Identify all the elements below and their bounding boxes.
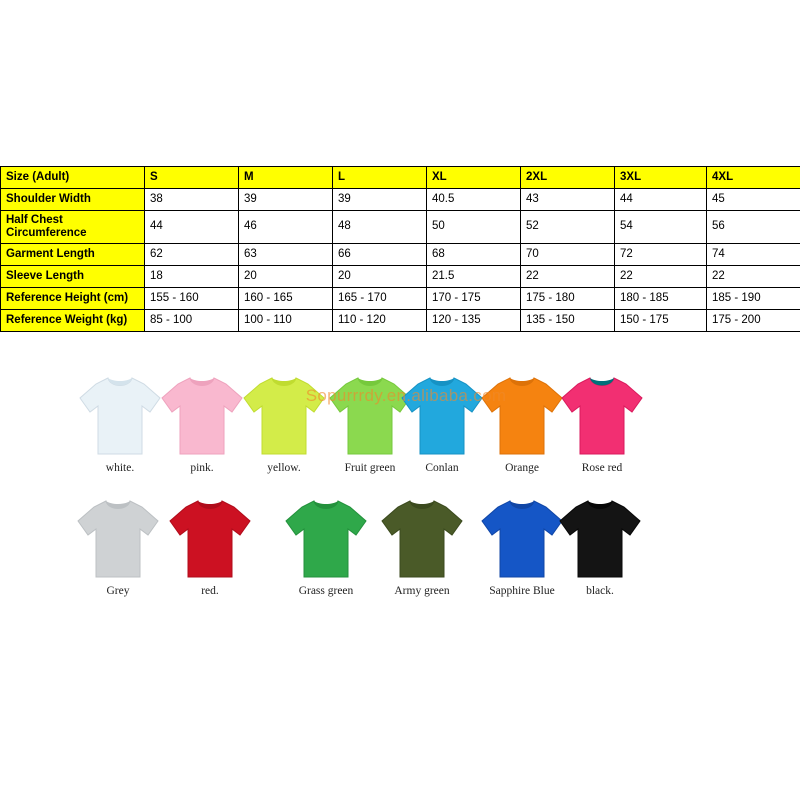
cell-garment-length-s: 62 bbox=[145, 243, 239, 265]
cell-reference-weight-3xl: 150 - 175 bbox=[615, 309, 707, 331]
cell-shoulder-width-2xl: 43 bbox=[521, 189, 615, 211]
row-label-sleeve-length: Sleeve Length bbox=[1, 265, 145, 287]
column-header-size: Size (Adult) bbox=[1, 167, 145, 189]
table-body bbox=[1, 189, 800, 332]
swatch-label: white. bbox=[105, 462, 135, 474]
swatch-label: Grass green bbox=[298, 585, 354, 597]
row-label-half-chest-circumference: Half Chest Circumference bbox=[1, 211, 145, 244]
cell-half-chest-4xl: 56 bbox=[707, 211, 800, 244]
table-row bbox=[1, 309, 800, 331]
row-label-reference-weight: Reference Weight (kg) bbox=[1, 309, 145, 331]
column-header-3xl: 3XL bbox=[615, 167, 707, 189]
cell-half-chest-3xl: 54 bbox=[615, 211, 707, 244]
cell-reference-weight-xl: 120 - 135 bbox=[427, 309, 521, 331]
swatch-label: Rose red bbox=[581, 462, 623, 474]
table-header bbox=[1, 167, 800, 189]
cell-reference-weight-2xl: 135 - 150 bbox=[521, 309, 615, 331]
cell-half-chest-s: 44 bbox=[145, 211, 239, 244]
color-row-top bbox=[0, 372, 800, 495]
cell-reference-weight-l: 110 - 120 bbox=[333, 309, 427, 331]
tshirt-icon bbox=[556, 372, 648, 460]
cell-sleeve-length-2xl: 22 bbox=[521, 265, 615, 287]
table-row bbox=[1, 243, 800, 265]
tshirt-icon bbox=[72, 495, 164, 583]
swatch-black[interactable] bbox=[548, 495, 652, 597]
cell-garment-length-xl: 68 bbox=[427, 243, 521, 265]
cell-shoulder-width-m: 39 bbox=[239, 189, 333, 211]
cell-sleeve-length-m: 20 bbox=[239, 265, 333, 287]
cell-garment-length-l: 66 bbox=[333, 243, 427, 265]
cell-reference-height-2xl: 175 - 180 bbox=[521, 287, 615, 309]
swatch-army-green[interactable] bbox=[370, 495, 474, 597]
color-swatch-gallery bbox=[0, 372, 800, 622]
swatch-label: black. bbox=[586, 585, 614, 597]
table-row bbox=[1, 189, 800, 211]
cell-shoulder-width-s: 38 bbox=[145, 189, 239, 211]
cell-shoulder-width-xl: 40.5 bbox=[427, 189, 521, 211]
watermark-text: Sopurrrdy.en.alibaba.com bbox=[305, 386, 507, 405]
color-row-bottom bbox=[0, 495, 800, 620]
table-header-row bbox=[1, 167, 800, 189]
cell-shoulder-width-3xl: 44 bbox=[615, 189, 707, 211]
cell-garment-length-2xl: 70 bbox=[521, 243, 615, 265]
column-header-xl: XL bbox=[427, 167, 521, 189]
swatch-label: Conlan bbox=[425, 462, 459, 474]
row-label-reference-height: Reference Height (cm) bbox=[1, 287, 145, 309]
cell-garment-length-m: 63 bbox=[239, 243, 333, 265]
cell-reference-height-3xl: 180 - 185 bbox=[615, 287, 707, 309]
swatch-label: Fruit green bbox=[344, 462, 396, 474]
column-header-l: L bbox=[333, 167, 427, 189]
cell-sleeve-length-xl: 21.5 bbox=[427, 265, 521, 287]
size-chart-table bbox=[0, 166, 800, 332]
swatch-grey[interactable] bbox=[66, 495, 170, 597]
table-row bbox=[1, 211, 800, 244]
swatch-grass-green[interactable] bbox=[274, 495, 378, 597]
tshirt-icon bbox=[554, 495, 646, 583]
tshirt-icon bbox=[280, 495, 372, 583]
swatch-label: yellow. bbox=[267, 462, 301, 474]
swatch-red[interactable] bbox=[158, 495, 262, 597]
swatch-rose-red[interactable] bbox=[550, 372, 654, 474]
table-row bbox=[1, 287, 800, 309]
cell-shoulder-width-l: 39 bbox=[333, 189, 427, 211]
swatch-label: Orange bbox=[505, 462, 539, 474]
cell-garment-length-4xl: 74 bbox=[707, 243, 800, 265]
cell-reference-height-m: 160 - 165 bbox=[239, 287, 333, 309]
cell-reference-height-l: 165 - 170 bbox=[333, 287, 427, 309]
row-label-shoulder-width: Shoulder Width bbox=[1, 189, 145, 211]
cell-half-chest-2xl: 52 bbox=[521, 211, 615, 244]
tshirt-icon bbox=[238, 372, 330, 460]
column-header-2xl: 2XL bbox=[521, 167, 615, 189]
cell-reference-weight-m: 100 - 110 bbox=[239, 309, 333, 331]
cell-shoulder-width-4xl: 45 bbox=[707, 189, 800, 211]
tshirt-icon bbox=[164, 495, 256, 583]
cell-garment-length-3xl: 72 bbox=[615, 243, 707, 265]
cell-reference-weight-4xl: 175 - 200 bbox=[707, 309, 800, 331]
swatch-label: Grey bbox=[106, 585, 130, 597]
swatch-label: Sapphire Blue bbox=[489, 585, 555, 597]
column-header-4xl: 4XL bbox=[707, 167, 800, 189]
swatch-label: Army green bbox=[394, 585, 450, 597]
cell-half-chest-m: 46 bbox=[239, 211, 333, 244]
cell-half-chest-xl: 50 bbox=[427, 211, 521, 244]
swatch-label: pink. bbox=[190, 462, 214, 474]
swatch-label: red. bbox=[201, 585, 219, 597]
cell-sleeve-length-3xl: 22 bbox=[615, 265, 707, 287]
column-header-s: S bbox=[145, 167, 239, 189]
column-header-m: M bbox=[239, 167, 333, 189]
cell-sleeve-length-4xl: 22 bbox=[707, 265, 800, 287]
cell-reference-weight-s: 85 - 100 bbox=[145, 309, 239, 331]
cell-reference-height-xl: 170 - 175 bbox=[427, 287, 521, 309]
cell-reference-height-s: 155 - 160 bbox=[145, 287, 239, 309]
cell-half-chest-l: 48 bbox=[333, 211, 427, 244]
cell-reference-height-4xl: 185 - 190 bbox=[707, 287, 800, 309]
table-row bbox=[1, 265, 800, 287]
cell-sleeve-length-l: 20 bbox=[333, 265, 427, 287]
tshirt-icon bbox=[376, 495, 468, 583]
cell-sleeve-length-s: 18 bbox=[145, 265, 239, 287]
size-chart-container bbox=[0, 166, 800, 332]
row-label-garment-length: Garment Length bbox=[1, 243, 145, 265]
